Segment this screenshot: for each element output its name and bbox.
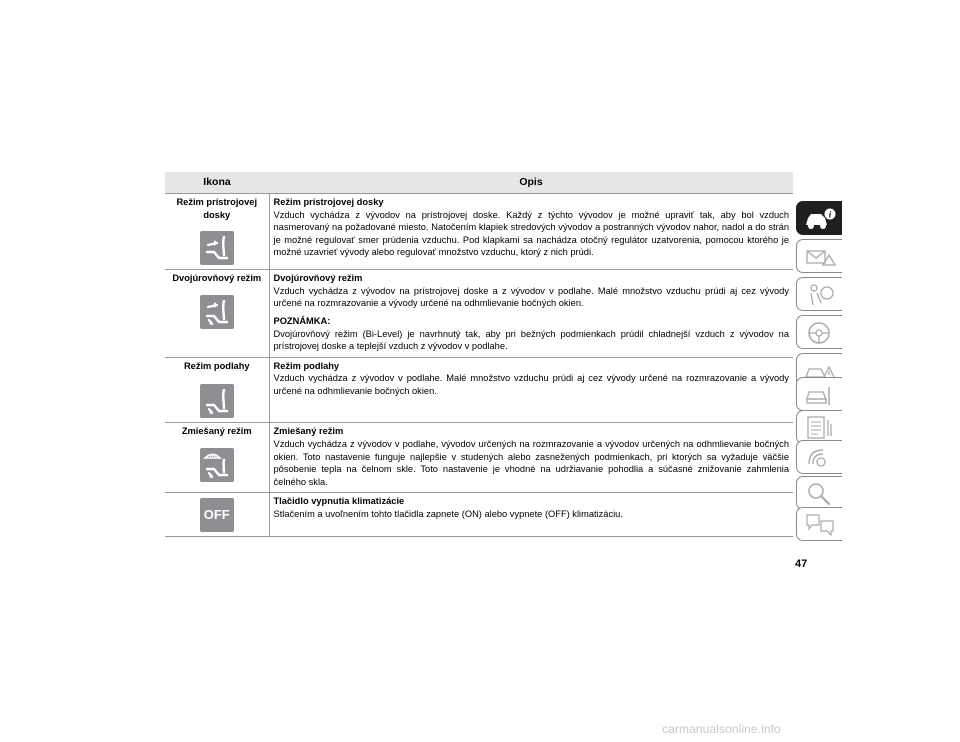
table-row bbox=[165, 270, 793, 358]
mode-title: Dvojúrovňový režim bbox=[273, 273, 363, 284]
table-row bbox=[165, 194, 793, 270]
tab-warning-lights[interactable] bbox=[796, 239, 842, 273]
icon-cell bbox=[165, 423, 269, 493]
icon-cell bbox=[165, 357, 269, 423]
mode-title: Tlačidlo vypnutia klimatizácie bbox=[273, 496, 405, 507]
mode-description: Stlačením a uvoľnením tohto tlačidla zapnete (ON) alebo vypnete (OFF) klimatizáciu. bbox=[273, 508, 623, 519]
mode-title: Zmiešaný režim bbox=[273, 426, 344, 437]
header-description: Opis bbox=[269, 172, 793, 194]
description-cell bbox=[269, 423, 793, 493]
multimedia-icon bbox=[803, 444, 837, 472]
car-info-icon bbox=[803, 205, 837, 233]
table-row bbox=[165, 423, 793, 493]
mode-description: Vzduch vychádza z vývodov v podlahe. Malé množstvo vzduchu prúdi aj cez vývody určené na rozmrazovanie a vývody určené na odhmlievanie bočných okien. bbox=[273, 373, 789, 396]
mode-description: Vzduch vychádza z vývodov v podlahe, vývodov určených na rozmrazovanie a vývodov určených na odhmlievanie bočných okien. Toto nastavenie funguje najlepšie v studených alebo zasnežených podmienkach, pri ktorých sa vyžaduje väčšie pôsobenie tepla na čelnom skle. Toto nastavenie je vhodné na udržiavanie pohodlia a súčasné znižovanie zahmlenia čelného skla. bbox=[273, 438, 789, 487]
climate-modes-table bbox=[165, 172, 793, 537]
description-cell bbox=[269, 194, 793, 270]
table-row bbox=[165, 493, 793, 537]
icon-cell bbox=[165, 194, 269, 270]
languages-icon bbox=[803, 511, 837, 539]
tab-car-info[interactable] bbox=[796, 201, 842, 235]
bi-level-mode-icon bbox=[200, 295, 234, 329]
tab-search-index[interactable] bbox=[796, 476, 842, 510]
page-number: 47 bbox=[795, 558, 808, 570]
table-row bbox=[165, 357, 793, 423]
note-text: Dvojúrovňový režim (Bi-Level) je navrhnutý tak, aby pri bežných podmienkach prúdil chladnejší vzduch z vývodov na prístrojovej doske a teplejší vzduch z vývodov v podlahe. bbox=[273, 328, 789, 352]
mode-label: Dvojúrovňový režim bbox=[172, 273, 262, 284]
mix-mode-icon bbox=[200, 448, 234, 482]
airbag-safety-icon bbox=[803, 281, 837, 309]
warning-lights-icon bbox=[803, 243, 837, 271]
ac-off-button-icon: OFF bbox=[200, 498, 234, 532]
header-icon: Ikona bbox=[165, 172, 269, 194]
tab-steering-wheel[interactable] bbox=[796, 315, 842, 349]
table-header-row bbox=[165, 172, 793, 194]
note-label: POZNÁMKA: bbox=[273, 315, 331, 326]
description-cell bbox=[269, 270, 793, 358]
description-cell bbox=[269, 493, 793, 537]
icon-cell bbox=[165, 270, 269, 358]
mode-label: Zmiešaný režim bbox=[181, 426, 252, 437]
specifications-icon bbox=[803, 414, 837, 442]
svg-text:i: i bbox=[828, 209, 832, 220]
car-service-icon bbox=[803, 381, 837, 409]
search-index-icon bbox=[803, 480, 837, 508]
floor-mode-icon bbox=[200, 384, 234, 418]
watermark: carmanualsonline.info bbox=[662, 722, 781, 736]
icon-cell bbox=[165, 493, 269, 537]
mode-label: Režim prístrojovej dosky bbox=[176, 197, 258, 220]
mode-description: Vzduch vychádza z vývodov na prístrojovej doske. Každý z týchto vývodov je možné upraviť tak, aby bol vzduch nasmerovaný na požadované miesto. Natočením klapiek stredových vývodov a postranných vývodov nahor, nadol a do strán je možné regulovať smer prúdenia vzduchu. Pod klapkami sa nachádza otočný regulátor uzatvorenia, pomocou ktorého je možné uzavrieť vývody alebo regulovať množstvo vzduchu, ktorý z nich prúdi. bbox=[273, 209, 789, 258]
mode-title: Režim prístrojovej dosky bbox=[273, 197, 384, 207]
tab-languages[interactable] bbox=[796, 507, 842, 541]
tab-multimedia[interactable] bbox=[796, 440, 842, 474]
mode-label: Režim podlahy bbox=[183, 360, 250, 371]
tab-airbag-safety[interactable] bbox=[796, 277, 842, 311]
steering-wheel-icon bbox=[803, 319, 837, 347]
mode-description: Vzduch vychádza z vývodov na prístrojovej doske a z vývodov v podlahe. Malé množstvo vzduchu prúdi aj cez vývody určené na rozmrazovanie a vývody určené na odhmlievanie bočných okien. bbox=[273, 285, 789, 309]
mode-title: Režim podlahy bbox=[273, 360, 340, 371]
panel-mode-icon bbox=[200, 231, 234, 265]
tab-specifications[interactable] bbox=[796, 410, 842, 444]
tab-car-service[interactable] bbox=[796, 377, 842, 411]
description-cell bbox=[269, 357, 793, 423]
